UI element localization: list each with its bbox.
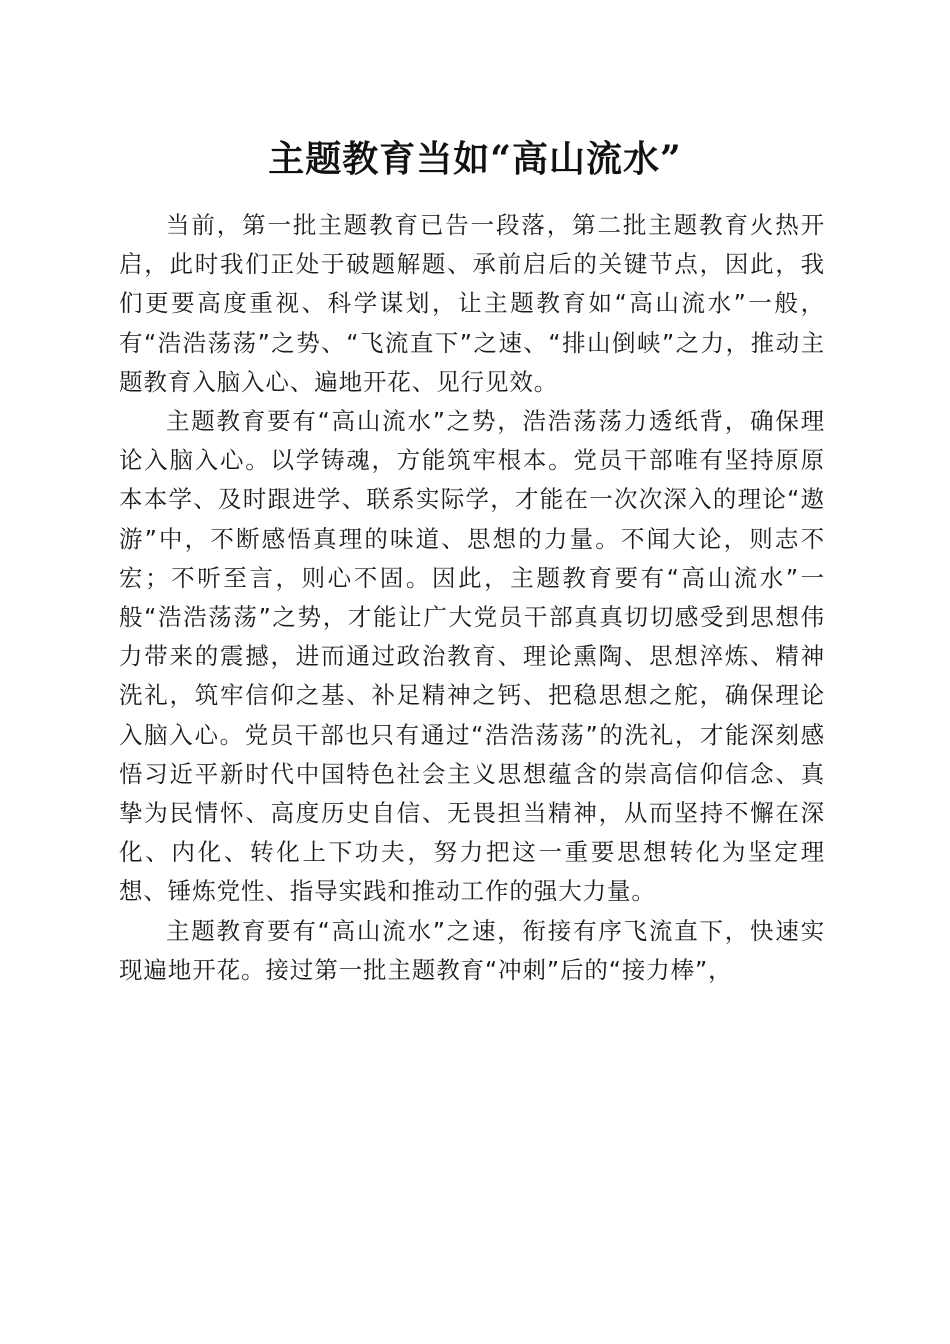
paragraph-speed: 主题教育要有“高山流水”之速，衔接有序飞流直下，快速实现遍地开花。接过第一批主题教育“冲刺”后的“接力棒”， [119,916,825,984]
document-body [119,206,825,990]
paragraph-momentum: 主题教育要有“高山流水”之势，浩浩荡荡力透纸背，确保理论入脑入心。以学铸魂，方能筑牢根本。党员干部唯有坚持原原本本学、及时跟进学、联系实际学，才能在一次次深入的理论“遨游”中，不断感悟真理的味道、思想的力量。不闻大论，则志不宏；不听至言，则心不固。因此，主题教育要有“高山流水”一般“浩浩荡荡”之势，才能让广大党员干部真真切切感受到思想伟力带来的震撼，进而通过政治教育、理论熏陶、思想淬炼、精神洗礼，筑牢信仰之基、补足精神之钙、把稳思想之舵，确保理论入脑入心。党员干部也只有通过“浩浩荡荡”的洗礼，才能深刻感悟习近平新时代中国特色社会主义思想蕴含的崇高信仰信念、真挚为民情怀、高度历史自信、无畏担当精神，从而坚持不懈在深化、内化、转化上下功夫，努力把这一重要思想转化为坚定理想、锤炼党性、指导实践和推动工作的强大力量。 [119,407,825,906]
paragraph-intro: 当前，第一批主题教育已告一段落，第二批主题教育火热开启，此时我们正处于破题解题、承前启后的关键节点，因此，我们更要高度重视、科学谋划，让主题教育如“高山流水”一般，有“浩浩荡荡”之势、“飞流直下”之速、“排山倒峡”之力，推动主题教育入脑入心、遍地开花、见行见效。 [119,211,825,396]
document-title: 主题教育当如“高山流水” [268,138,682,180]
